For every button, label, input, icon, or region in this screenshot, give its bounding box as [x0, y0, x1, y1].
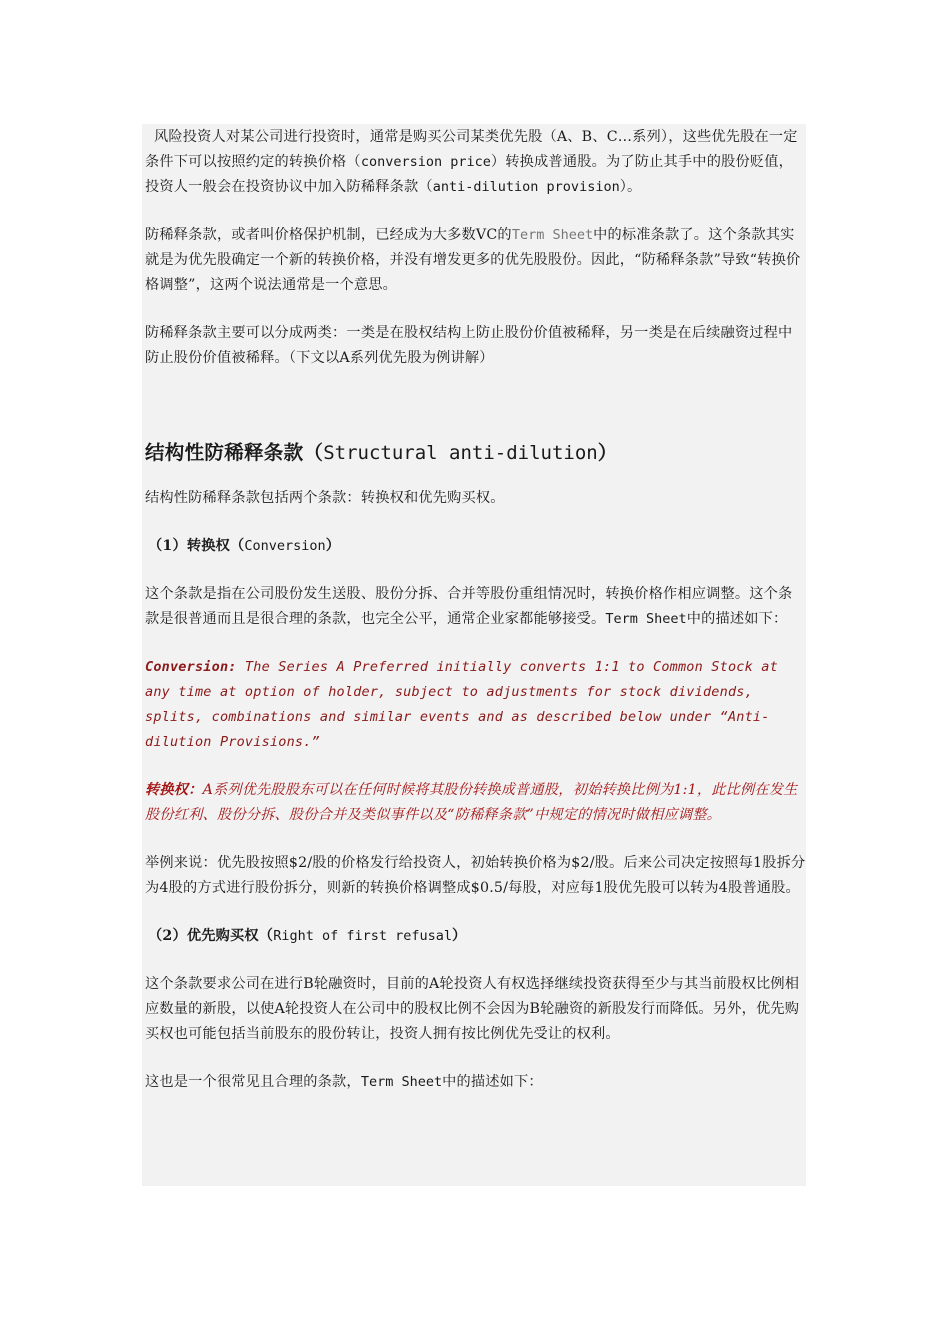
spacer	[145, 949, 806, 972]
spacer	[145, 901, 806, 924]
conversion-chinese-text: A系列优先股股东可以在任何时候将其股份转换成普通股，初始转换比例为1:1，此比例在发生股份红利、股份分拆、股份合并及类似事件以及“防稀释条款”中规定的情况时做相应调整。	[145, 782, 798, 823]
conversion-desc-text-c: 中的描述如下：	[686, 611, 788, 627]
spacer	[145, 371, 806, 438]
intro-paragraph-1	[145, 125, 806, 200]
conversion-english-label: Conversion:	[145, 659, 237, 675]
spacer	[145, 468, 806, 486]
spacer	[145, 298, 806, 321]
rofr-tail-term-sheet: Term Sheet	[360, 1074, 443, 1090]
spacer	[145, 559, 806, 582]
conversion-chinese-clause	[145, 778, 806, 828]
spacer	[145, 1047, 806, 1070]
rofr-heading	[145, 924, 806, 949]
intro-p1-text-c: ）转换成普通股。为了防止其手中的股份贬值，投资人一般会在投资协议中加入防稀释条款（	[145, 154, 794, 195]
intro-p2-text-c: 中的标准条款了。这个条款其实就是为优先股确定一个新的转换价格，并没有增发更多的优先股股份。因此，“防稀释条款”导致“转换价格调整”，这两个说法通常是一个意思。	[145, 227, 801, 293]
section-title-en: Structural anti-dilution	[323, 442, 598, 464]
conversion-heading-en: Conversion	[244, 538, 326, 554]
spacer	[145, 828, 806, 851]
intro-p2-text-a: 防稀释条款，或者叫价格保护机制，已经成为大多数VC的	[145, 227, 512, 243]
section-title-end: ）	[597, 441, 618, 464]
document-panel	[142, 124, 806, 1186]
conversion-english-text: The Series A Preferred initially converts 1:1 to Common Stock at any time at option of holder, subject to adjustments for stock dividends, splits, combinations and similar events and as described below under “Anti-dilution Provisions.”	[145, 659, 778, 750]
conversion-english-clause	[145, 655, 806, 755]
rofr-tail	[145, 1070, 806, 1095]
spacer	[145, 632, 806, 655]
intro-paragraph-2	[145, 223, 806, 298]
conversion-chinese-label: 转换权：	[145, 782, 203, 798]
rofr-tail-text-c: 中的描述如下：	[442, 1074, 543, 1090]
conversion-heading	[145, 534, 806, 559]
document-content	[142, 125, 806, 1095]
intro-p1-text-a: 风险投资人对某公司进行投资时，通常是购买公司某类优先股（A、B、C…系列），这些优先股在一定条件下可以按照约定的转换价格（	[145, 129, 798, 170]
section-intro: 结构性防稀释条款包括两个条款：转换权和优先购买权。	[145, 490, 505, 506]
intro-paragraph-3: 防稀释条款主要可以分成两类：一类是在股权结构上防止股份价值被稀释，另一类是在后续融资过程中防止股份价值被稀释。（下文以A系列优先股为例讲解）	[145, 325, 793, 366]
conversion-heading-cn: （1）转换权（	[148, 538, 245, 554]
section-title	[145, 438, 806, 468]
rofr-description: 这个条款要求公司在进行B轮融资时，目前的A轮投资人有权选择继续投资获得至少与其当前股权比例相应数量的新股，以使A轮投资人在公司中的股权比例不会因为B轮融资的新股发行而降低。另外，优先购买权也可能包括当前股东的股份转让，投资人拥有按比例优先受让的权利。	[145, 976, 800, 1042]
conversion-description	[145, 582, 806, 632]
conversion-heading-end: ）	[325, 538, 341, 554]
rofr-heading-cn: （2）优先购买权（	[148, 928, 274, 944]
spacer	[145, 755, 806, 778]
conversion-desc-text-a: 这个条款是指在公司股份发生送股、股份分拆、合并等股份重组情况时，转换价格作相应调整。这个条款是很普通而且是很合理的条款，也完全公平，通常企业家都能够接受。	[145, 586, 793, 627]
conversion-example: 举例来说：优先股按照$2/股的价格发行给投资人，初始转换价格为$2/股。后来公司决定按照每1股拆分为4股的方式进行股份拆分，则新的转换价格调整成$0.5/每股，对应每1股优先股可以转为4股普通股。	[145, 855, 806, 896]
intro-p1-term-anti-dilution: anti-dilution provision	[432, 179, 620, 195]
intro-p2-term-sheet: Term Sheet	[511, 227, 594, 243]
rofr-heading-en: Right of first refusal	[273, 928, 452, 944]
intro-p1-text-e: ）。	[619, 179, 642, 195]
rofr-tail-text-a: 这也是一个很常见且合理的条款，	[145, 1074, 361, 1090]
intro-p1-term-conversion-price: conversion price	[360, 154, 491, 170]
spacer	[145, 200, 806, 223]
rofr-heading-end: ）	[452, 928, 467, 944]
section-title-cn: 结构性防稀释条款（	[145, 441, 324, 464]
conversion-desc-term-sheet: Term Sheet	[605, 611, 687, 627]
spacer	[145, 511, 806, 534]
